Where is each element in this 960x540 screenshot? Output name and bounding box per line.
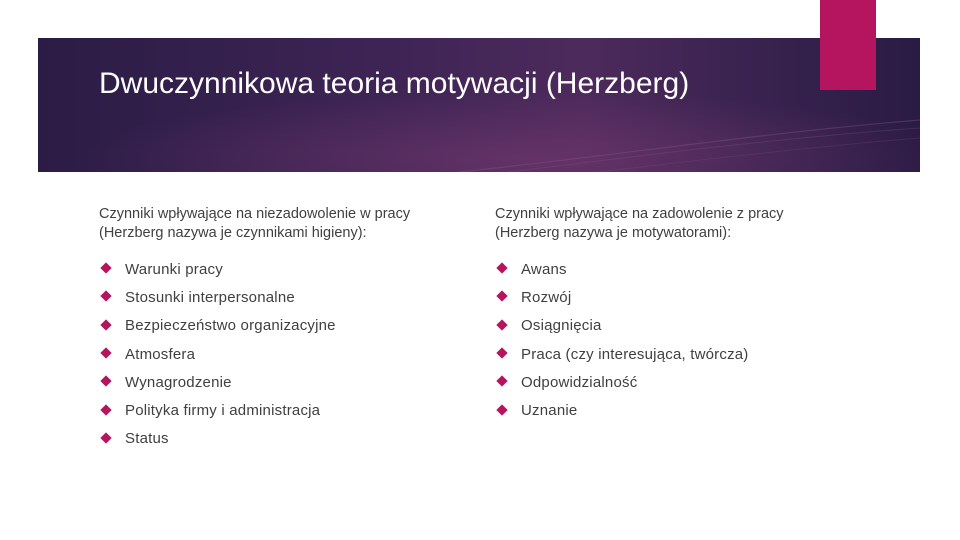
list-item-label: Wynagrodzenie [125,373,232,391]
slide-title: Dwuczynnikowa teoria motywacji (Herzberg) [99,67,690,100]
list-item-label: Stosunki interpersonalne [125,288,295,306]
diamond-bullet-icon [496,262,507,273]
diamond-bullet-icon [496,291,507,302]
diamond-bullet-icon [100,347,111,358]
list-item [99,255,469,283]
list-item-label: Awans [521,260,567,278]
accent-tab [820,0,876,90]
right-bullet-list [495,255,895,425]
diamond-bullet-icon [496,376,507,387]
left-column-heading: Czynniki wpływające na niezadowolenie w pracy (Herzberg nazywa je czynnikami higieny): [99,206,411,241]
list-item-label: Praca (czy interesująca, twórcza) [521,345,749,363]
list-item-label: Polityka firmy i administracja [125,402,321,420]
list-item-label: Uznanie [521,402,578,420]
list-item [99,312,469,340]
diamond-bullet-icon [100,319,111,330]
list-item-label: Osiągnięcia [521,317,602,335]
list-item [495,255,895,283]
diamond-bullet-icon [100,291,111,302]
list-item-label: Status [125,430,169,448]
diamond-bullet-icon [496,319,507,330]
list-item [495,283,895,311]
left-column [99,205,469,453]
title-band [38,38,920,172]
list-item [99,425,469,453]
title-band-swirl-decoration [38,38,920,172]
list-item-label: Odpowidzialność [521,373,638,391]
left-bullet-list [99,255,469,453]
diamond-bullet-icon [100,404,111,415]
list-item [495,312,895,340]
list-item [99,283,469,311]
diamond-bullet-icon [496,404,507,415]
diamond-bullet-icon [100,262,111,273]
diamond-bullet-icon [496,347,507,358]
list-item-label: Rozwój [521,288,572,306]
diamond-bullet-icon [100,432,111,443]
list-item-label: Bezpieczeństwo organizacyjne [125,317,336,335]
diamond-bullet-icon [100,376,111,387]
list-item [495,396,895,424]
list-item [495,340,895,368]
right-column [495,205,895,425]
right-column-heading: Czynniki wpływające na zadowolenie z pracy (Herzberg nazywa je motywatorami): [495,206,784,241]
list-item-label: Atmosfera [125,345,196,363]
list-item-label: Warunki pracy [125,260,223,278]
list-item [99,368,469,396]
list-item [99,396,469,424]
list-item [495,368,895,396]
list-item [99,340,469,368]
